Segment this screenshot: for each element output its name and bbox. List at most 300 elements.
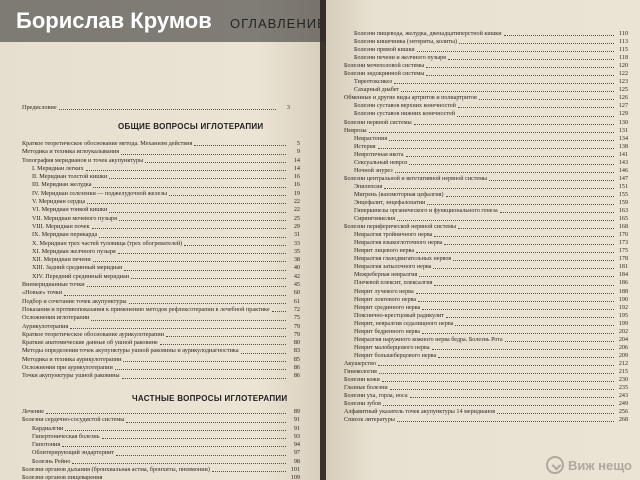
toc-entry xyxy=(22,281,300,289)
toc-entry-title: Внемеридианные точки xyxy=(22,281,85,289)
toc-entry xyxy=(22,314,300,322)
toc-entry xyxy=(344,110,628,118)
dot-leader xyxy=(432,349,614,350)
toc-entry-title: Межреберная невралгия xyxy=(354,272,418,279)
toc-entry xyxy=(344,119,628,127)
toc-entry xyxy=(22,104,290,112)
toc-entry xyxy=(22,231,300,239)
toc-entry-page: 188 xyxy=(618,288,628,295)
toc-entry-title: V. Меридиан сердца xyxy=(32,198,86,206)
toc-entry-page: 126 xyxy=(618,95,628,102)
toc-entry-title: Обменные и другие виды артритов и полиартритов xyxy=(344,95,477,102)
toc-entry-page: 186 xyxy=(618,280,628,287)
toc-entry-page: 170 xyxy=(618,232,628,239)
toc-entry-page: 86 xyxy=(293,372,300,380)
dot-leader xyxy=(390,389,614,390)
toc-entry-title: Методика и техника аурикулотерапии xyxy=(22,355,122,363)
toc-entry-title: Болезни пищевода, желудка, двенадцатиперстной кишки xyxy=(354,31,502,37)
toc-entry-page: 209 xyxy=(618,352,628,359)
toc-entry-page: 129 xyxy=(618,111,628,118)
toc-entry-page: 120 xyxy=(618,63,628,70)
dot-leader xyxy=(122,378,286,379)
toc-entry xyxy=(22,273,300,281)
toc-entry xyxy=(22,298,300,306)
toc-entry-page: 202 xyxy=(618,328,628,335)
toc-entry xyxy=(344,279,628,287)
toc-entry-page: 86 xyxy=(293,364,300,372)
toc-entry-page: 19 xyxy=(293,189,300,197)
toc-entry-page: 256 xyxy=(618,409,628,416)
toc-entry-title: Сексуальный невроз xyxy=(354,159,408,166)
dot-leader xyxy=(427,204,614,205)
toc-entry-title: Неврит срединного нерва xyxy=(354,304,421,311)
toc-entry-page: 79 xyxy=(293,330,300,338)
toc-entry-title: Мигрень (вазомоторная цефалгия) xyxy=(354,191,444,198)
specific-questions-list xyxy=(22,408,300,480)
dot-leader xyxy=(434,285,614,286)
toc-entry xyxy=(344,320,628,328)
toc-entry-title: Гипотония xyxy=(32,441,61,449)
dot-leader xyxy=(410,397,614,398)
toc-entry-page: 22 xyxy=(293,198,300,206)
check-badge-icon xyxy=(546,456,564,474)
toc-entry xyxy=(344,86,628,94)
toc-entry-title: Неврастения xyxy=(354,135,388,142)
toc-entry xyxy=(344,376,628,384)
toc-entry-title: Методы определения точек акупунктуры ушной раковины и аурикулодиагностика xyxy=(22,347,239,355)
toc-entry xyxy=(22,256,300,264)
toc-entry-title: Болезни нервной системы xyxy=(344,119,412,126)
toc-entry xyxy=(22,425,300,433)
toc-entry xyxy=(22,248,300,256)
toc-entry xyxy=(344,368,628,376)
dot-leader xyxy=(489,180,614,181)
toc-entry-title: Болезни кожи xyxy=(344,377,380,384)
toc-entry-title: Неврит бедренного нерва xyxy=(354,328,420,335)
toc-entry-page: 85 xyxy=(293,355,300,363)
toc-entry-page: 31 xyxy=(293,231,300,239)
toc-entry-page: 146 xyxy=(618,167,628,174)
toc-entry-title: Облитерирующий эндартериит xyxy=(32,449,115,457)
site-watermark xyxy=(546,456,632,474)
toc-entry-page: 79 xyxy=(293,322,300,330)
toc-entry xyxy=(344,263,628,271)
dot-leader xyxy=(448,59,614,60)
toc-entry xyxy=(22,323,300,331)
toc-entry-title: XII. Меридиан печени xyxy=(32,256,91,264)
toc-entry-title: Лечение xyxy=(22,408,44,415)
toc-entry-title: Болезни сердечно-сосудистой системы xyxy=(22,416,125,424)
toc-entry-title: IX. Меридиан перикарда xyxy=(32,231,98,239)
dot-leader xyxy=(409,164,614,165)
toc-entry-page: 178 xyxy=(618,256,628,263)
dot-leader xyxy=(446,196,615,197)
toc-entry-title: Гинекология xyxy=(344,368,377,375)
dot-leader xyxy=(500,212,614,213)
toc-entry-title: Гипертоническая болезнь xyxy=(32,432,100,440)
toc-entry-title: Неврит большеберцового нерва xyxy=(354,352,437,359)
toc-entry-title: Болезни прямой кишки xyxy=(354,47,415,54)
toc-entry-title: Болезни печени и желчного пузыря xyxy=(354,55,446,62)
toc-entry-page: 127 xyxy=(618,103,628,110)
dot-leader xyxy=(121,154,286,155)
dot-leader xyxy=(397,421,614,422)
toc-entry xyxy=(344,384,628,392)
toc-entry-page: 230 xyxy=(618,377,628,384)
dot-leader xyxy=(109,178,286,179)
toc-entry-title: Точки акупунктуры ушной раковины xyxy=(22,372,120,380)
toc-entry xyxy=(22,289,300,297)
toc-entry-page: 60 xyxy=(293,289,300,297)
toc-entry-title: Краткое теоретическое обоснование аурикулотерапии xyxy=(22,330,165,338)
toc-entry-title: III. Меридиан желудка xyxy=(32,181,92,189)
dot-leader xyxy=(453,260,614,261)
general-questions-list xyxy=(22,140,300,381)
toc-entry-title: Осложнения при аурикулотерапии xyxy=(22,364,113,372)
toc-entry xyxy=(344,183,628,191)
toc-entry-page: 192 xyxy=(618,304,628,311)
toc-entry-title: Эпилепсия xyxy=(354,183,383,190)
dot-leader xyxy=(118,253,286,254)
toc-entry xyxy=(344,102,628,110)
seller-name-overlay: Борислав Крумов xyxy=(0,0,326,42)
toc-entry-title: Подбор и сочетание точек акупунктуры xyxy=(22,297,127,305)
dot-leader xyxy=(444,244,614,245)
toc-entry-page: 91 xyxy=(293,416,300,424)
toc-entry-page: 147 xyxy=(618,175,628,182)
dot-leader xyxy=(145,162,286,163)
toc-entry xyxy=(22,372,300,380)
toc-entry-title: Энцефалит, энцефалопатии xyxy=(354,199,426,206)
toc-entry xyxy=(344,78,628,86)
toc-entry xyxy=(344,207,628,215)
site-watermark-label: Виж нещо xyxy=(567,457,632,473)
dot-leader xyxy=(124,270,286,271)
toc-entry-title: Неврит лицевого нерва xyxy=(354,248,415,255)
toc-entry xyxy=(22,474,300,480)
toc-entry xyxy=(344,175,628,183)
dot-leader xyxy=(70,328,286,329)
toc-entry xyxy=(344,62,628,70)
toc-entry-page: 113 xyxy=(619,39,628,46)
toc-entry-title: Аурикулотерапия xyxy=(22,322,69,330)
dot-leader xyxy=(416,293,614,294)
toc-entry xyxy=(22,223,300,231)
toc-entry-page: 35 xyxy=(293,247,300,255)
toc-entry xyxy=(22,408,300,416)
toc-entry-title: Неврит локтевого нерва xyxy=(354,296,417,303)
toc-entry-page: 38 xyxy=(293,256,300,264)
toc-entry xyxy=(22,190,300,198)
toc-entry-title: Болезнь Рейно xyxy=(32,457,71,465)
toc-entry xyxy=(344,191,628,199)
toc-entry-page: 29 xyxy=(293,222,300,230)
toc-entry-page: 115 xyxy=(619,47,628,54)
toc-entry-title: XI. Меридиан желчного пузыря xyxy=(32,247,116,255)
toc-entry-page: 45 xyxy=(293,281,300,289)
dot-leader xyxy=(212,471,286,472)
toc-entry-title: Невралгия языкоглоточного нерва xyxy=(354,240,443,247)
toc-entry-page: 155 xyxy=(618,191,628,198)
dot-leader xyxy=(123,361,286,362)
dot-leader xyxy=(383,405,614,406)
dot-leader xyxy=(160,344,286,345)
dot-leader xyxy=(129,303,286,304)
toc-entry-page: 181 xyxy=(618,264,628,271)
toc-entry-page: 184 xyxy=(618,272,628,279)
toc-entry-page: 110 xyxy=(619,31,628,37)
dot-leader xyxy=(59,109,276,110)
toc-entry-page: 75 xyxy=(293,314,300,322)
dot-leader xyxy=(378,365,614,366)
toc-entry xyxy=(22,306,300,314)
toc-entry-page: 206 xyxy=(618,344,628,351)
toc-entry-page: 42 xyxy=(293,272,300,280)
dot-leader xyxy=(241,353,286,354)
toc-entry-page: 16 xyxy=(293,173,300,181)
section-heading-general: ОБЩИЕ ВОПРОСЫ ИГЛОТЕРАПИИ xyxy=(118,122,264,131)
dot-leader xyxy=(504,35,614,36)
dot-leader xyxy=(434,236,614,237)
toc-entry-page: 215 xyxy=(618,368,628,375)
toc-entry-title: Невралгия глазодвигательных нервов xyxy=(354,256,452,263)
toc-entry xyxy=(22,240,300,248)
dot-leader xyxy=(422,309,614,310)
dot-leader xyxy=(497,413,614,414)
dot-leader xyxy=(92,228,287,229)
toc-entry-page: 33 xyxy=(293,239,300,247)
dot-leader xyxy=(433,268,614,269)
dot-leader xyxy=(459,43,614,44)
dot-leader xyxy=(382,381,614,382)
toc-entry xyxy=(344,94,628,102)
dot-leader xyxy=(116,455,286,456)
toc-entry-page: 83 xyxy=(293,347,300,355)
toc-entry-page: 14 xyxy=(293,156,300,164)
toc-entry xyxy=(22,416,300,424)
toc-entry-title: Сахарный диабет xyxy=(354,87,400,94)
toc-entry xyxy=(344,408,628,416)
toc-entry-title: X. Меридиан трех частей туловища (трех обогревателей) xyxy=(32,239,183,247)
toc-entry-title: Болезни эндокринной системы xyxy=(344,71,425,78)
dot-leader xyxy=(87,286,286,287)
toc-entry-title: Невралгия тройничного нерва xyxy=(354,232,433,239)
toc-entry-title: II. Меридиан толстой кишки xyxy=(32,173,108,181)
dot-leader xyxy=(184,245,286,246)
toc-entry-page: 235 xyxy=(618,385,628,392)
dot-leader xyxy=(422,333,614,334)
toc-entry-page: 125 xyxy=(618,87,628,94)
toc-entry-title: Осложнения иглотерапии xyxy=(22,314,90,322)
dot-leader xyxy=(126,422,286,423)
toc-entry-title: VI. Меридиан тонкой кишки xyxy=(32,206,108,214)
toc-entry xyxy=(22,157,300,165)
dot-leader xyxy=(479,99,614,100)
toc-entry xyxy=(344,54,628,62)
dot-leader xyxy=(446,317,614,318)
toc-entry-page: 101 xyxy=(290,466,300,474)
dot-leader xyxy=(131,278,286,279)
toc-entry xyxy=(344,199,628,207)
toc-entry-title: «Новые» точки xyxy=(22,289,63,297)
toc-entry-title: Сирингомиелия xyxy=(354,216,396,223)
toc-entry xyxy=(344,416,628,424)
toc-entry-page: 80 xyxy=(293,339,300,347)
toc-entry xyxy=(344,360,628,368)
dot-leader xyxy=(389,140,614,141)
toc-entry xyxy=(344,231,628,239)
toc-entry xyxy=(344,143,628,151)
toc-entry xyxy=(344,127,628,135)
toc-entry-title: Невралгия затылочного нерва xyxy=(354,264,432,271)
toc-entry xyxy=(344,328,628,336)
toc-entry-page: 204 xyxy=(618,336,628,343)
dot-leader xyxy=(414,124,614,125)
toc-entry-title: Болезни периферической нервной системы xyxy=(344,224,457,231)
dot-leader xyxy=(46,413,286,414)
toc-entry-page: 109 xyxy=(290,474,300,480)
toc-entry xyxy=(344,271,628,279)
toc-entry-title: Кардиалгии xyxy=(32,424,64,432)
toc-entry xyxy=(344,312,628,320)
toc-entry-title: Глазные болезни xyxy=(344,385,388,392)
dot-leader xyxy=(455,325,614,326)
toc-entry-title: Акушерство xyxy=(344,360,377,367)
dot-leader xyxy=(505,341,614,342)
toc-entry-page: 268 xyxy=(618,417,628,424)
dot-leader xyxy=(426,67,614,68)
toc-entry-title: Болезни уха, горла, носа xyxy=(344,393,408,400)
dot-leader xyxy=(62,446,286,447)
toc-entry xyxy=(344,167,628,175)
toc-entry-title: Топография меридианов и точек акупунктуры xyxy=(22,156,144,164)
toc-entry-title: Алфавитный указатель точек акупунктуры 14 меридианов xyxy=(344,409,496,416)
dot-leader xyxy=(194,145,286,146)
dot-leader xyxy=(99,237,286,238)
dot-leader xyxy=(65,430,286,431)
toc-entry-title: Неврит, невралгия седалищного нерва xyxy=(354,320,454,327)
toc-entry-title: Болезни органов дыхания (бронхиальная астма, бронхиты, пневмонии) xyxy=(22,466,210,474)
toc-entry-page: 130 xyxy=(618,119,628,126)
toc-entry-page: 25 xyxy=(293,214,300,222)
dot-leader xyxy=(458,228,614,229)
toc-entry xyxy=(22,331,300,339)
toc-entry-page: 138 xyxy=(618,143,628,150)
toc-entry-title: Тиреотоксикоз xyxy=(354,79,393,86)
toc-entry-title: Истерия xyxy=(354,143,376,150)
toc-entry-title: Методика и техника иглоукалывания xyxy=(22,148,120,156)
dot-leader xyxy=(109,212,286,213)
dot-leader xyxy=(418,301,614,302)
toc-entry xyxy=(22,206,300,214)
toc-entry xyxy=(22,449,300,457)
toc-entry-page: 143 xyxy=(618,159,628,166)
toc-entry-title: Гиперкинезы органического и функционального генеза xyxy=(354,208,498,215)
preface-list xyxy=(22,104,290,112)
dot-leader xyxy=(93,187,286,188)
dot-leader xyxy=(119,220,286,221)
dot-leader xyxy=(426,75,614,76)
toc-entry-title: Неврозы xyxy=(344,127,367,134)
toc-entry-title: Болезни мочеполовой системы xyxy=(344,63,425,70)
toc-entry xyxy=(22,264,300,272)
toc-entry-page: 5 xyxy=(296,140,300,147)
dot-leader xyxy=(91,320,286,321)
toc-entry-title: Краткие анатомические данные об ушной раковине xyxy=(22,339,158,347)
toc-entry xyxy=(344,159,628,167)
toc-entry xyxy=(22,181,300,189)
dot-leader xyxy=(438,357,614,358)
dot-leader xyxy=(397,220,614,221)
toc-entry-page: 243 xyxy=(618,393,628,400)
toc-entry-title: Болезни суставов верхних конечностей xyxy=(354,103,456,110)
toc-entry xyxy=(22,165,300,173)
toc-entry-title: Ночной энурез xyxy=(354,167,393,174)
toc-entry-page: 151 xyxy=(618,183,628,190)
toc-entry xyxy=(344,70,628,78)
dot-leader xyxy=(166,336,286,337)
toc-entry xyxy=(22,148,300,156)
toc-entry-page: 98 xyxy=(293,457,300,465)
toc-entry-page: 165 xyxy=(618,216,628,223)
toc-entry xyxy=(22,364,300,372)
toc-entry-page: 199 xyxy=(618,320,628,327)
toc-entry-page: 168 xyxy=(618,224,628,231)
toc-entry-page: 195 xyxy=(618,312,628,319)
dot-leader xyxy=(72,463,286,464)
toc-entry xyxy=(22,140,300,148)
toc-entry-title: Болезни органов пищеварения xyxy=(22,474,103,480)
toc-entry xyxy=(22,458,300,466)
toc-entry-page: 91 xyxy=(293,424,300,432)
toc-entry xyxy=(344,336,628,344)
toc-entry-title: VII. Меридиан мочевого пузыря xyxy=(32,214,117,222)
toc-entry xyxy=(22,339,300,347)
toc-entry-title: Болезни кишечника (энтериты, колиты) xyxy=(354,39,457,46)
toc-entry-title: XIV. Передний срединный меридиан xyxy=(32,272,130,280)
toc-entry-page: 159 xyxy=(618,199,628,206)
dot-leader xyxy=(369,132,614,133)
dot-leader xyxy=(406,156,614,157)
dot-leader xyxy=(379,373,614,374)
toc-entry-title: Невралгия наружного кожного нерва бедра. Болезнь Рота xyxy=(354,336,503,343)
dot-leader xyxy=(384,188,614,189)
dot-leader xyxy=(419,276,614,277)
toc-entry-title: IV. Меридиан селезенки — поджелудочной железы xyxy=(32,189,168,197)
toc-entry xyxy=(344,239,628,247)
toc-entry xyxy=(344,135,628,143)
toc-entry-title: Список литературы xyxy=(344,417,395,424)
dot-leader xyxy=(87,203,286,204)
dot-leader xyxy=(417,51,614,52)
toc-entry-page: 40 xyxy=(293,264,300,272)
toc-entry xyxy=(344,392,628,400)
toc-entry-page: 93 xyxy=(293,432,300,440)
toc-entry xyxy=(22,215,300,223)
toc-entry-title: Показания и противопоказания к применению методов рефлексотерапии в лечебной практике xyxy=(22,305,270,313)
toc-entry xyxy=(344,247,628,255)
toc-entry-title: Плечевой плексит, плексалгия xyxy=(354,280,433,287)
toc-entry-page: 9 xyxy=(296,148,300,156)
toc-entry-page: 94 xyxy=(293,441,300,449)
toc-entry-title: Невротичная икота xyxy=(354,151,404,158)
toc-entry-page: 89 xyxy=(293,408,300,415)
toc-entry xyxy=(22,198,300,206)
toc-entry-page: 141 xyxy=(618,151,628,158)
toc-entry-page: 190 xyxy=(618,296,628,303)
toc-entry xyxy=(344,30,628,38)
toc-entry xyxy=(344,344,628,352)
